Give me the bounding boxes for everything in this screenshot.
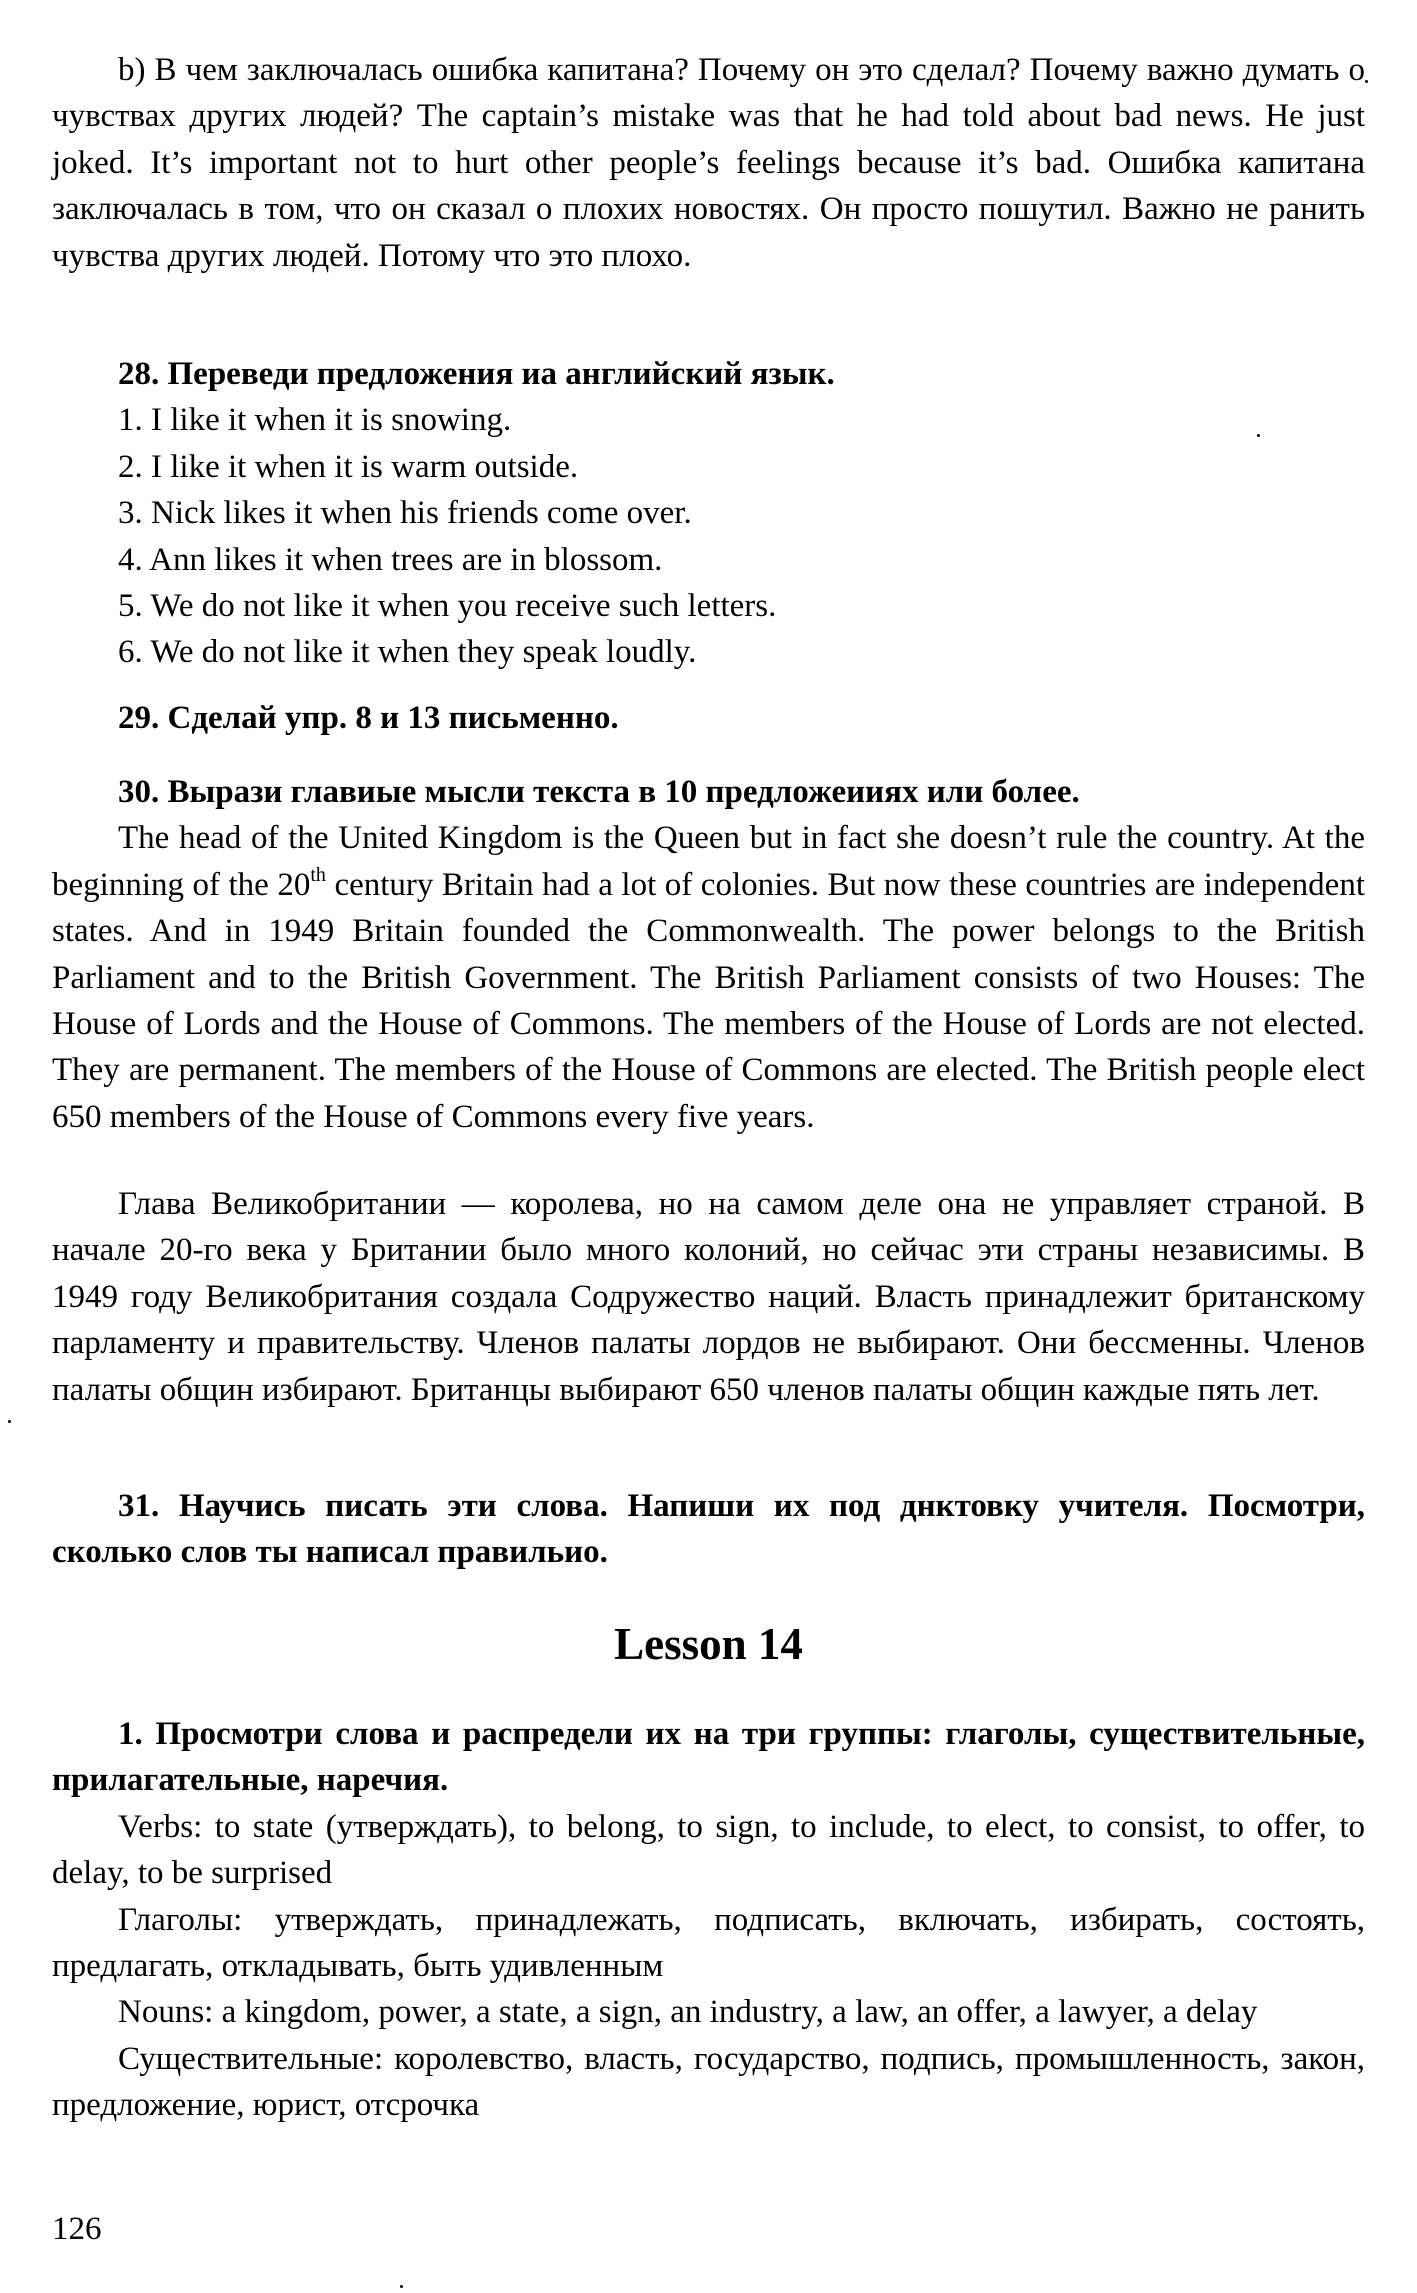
page-number: 126	[52, 2211, 102, 2247]
lesson-exercise-1	[52, 1711, 1365, 2129]
section-b-paragraph: b) В чем заключалась ошибка капитана? Почему он это сделал? Почему важно думать о чувствах других людей? The captain’s mistake was that he had told about bad news. He just joked. It’s important not to hurt other people’s feelings because it’s bad. Ошибка капитана заключалась в том, что он сказал о плохих новостях. Он просто пошутил. Важно не ранить чувства других людей. Потому что это плохо.	[52, 52, 1365, 274]
lesson-exercise-1-heading: 1. Просмотри слова и распредели их на три группы: глаголы, существительные, прилагательные, наречия.	[52, 1716, 1365, 1799]
exercise-28-heading: 28. Переведи предложения иа английский язык.	[118, 356, 835, 392]
scan-speck	[400, 2285, 403, 2288]
exercise-30	[52, 769, 1365, 1140]
exercise-29-heading: 29. Сделай упр. 8 и 13 письменно.	[118, 700, 619, 736]
list-item: 2. I like it when it is warm outside.	[118, 448, 579, 485]
list-item: 4. Ann likes it when trees are in blossom.	[118, 541, 663, 578]
english-text-part1: The head of the United Kingdom is the Queen but in fact she doesn’t rule the country. At the beginning of the 20	[52, 820, 1365, 903]
list-item: 3. Nick likes it when his friends come over.	[118, 495, 692, 532]
exercise-30-heading: 30. Вырази главиые мысли текста в 10 предложеииях или более.	[118, 774, 1080, 810]
exercise-28	[52, 351, 1365, 676]
exercise-29	[52, 695, 1365, 741]
nouns-russian-paragraph: Существительные: королевство, власть, государство, подпись, промышленность, закон, предложение, юрист, отсрочка	[52, 2040, 1365, 2124]
list-item: 5. We do not like it when you receive such letters.	[118, 588, 777, 625]
exercise-30-russian-paragraph: Глава Великобритании — королева, но на самом деле она не управляет страной. В начале 20-го века у Британии было много колоний, но сейчас эти страны независимы. В 1949 году Великобритания создала Содружество наций. Власть принадлежит британскому парламенту и правительству. Членов палаты лордов не выбирают. Они бессменны. Членов палаты общин избирают. Британцы выбирают 650 членов палаты общин каждые пять лет.	[52, 1186, 1365, 1408]
nouns-paragraph: Nouns: a kingdom, power, a state, a sign, an industry, a law, an offer, a lawyer, a delay	[118, 1994, 1258, 2031]
exercise-31-heading: 31. Научись писать эти слова. Напиши их под днктовку учителя. Посмотри, сколько слов ты написал правильио.	[52, 1488, 1365, 1571]
verbs-paragraph: Verbs: to state (утверждать), to belong, to sign, to include, to elect, to consist, to offer, to delay, to be surprised	[52, 1808, 1365, 1892]
section-b	[52, 47, 1365, 279]
list-item: 6. We do not like it when they speak loudly.	[118, 634, 697, 671]
scan-speck	[1365, 80, 1368, 83]
exercise-30-russian	[52, 1181, 1365, 1413]
english-text-part2: century Britain had a lot of colonies. But now these countries are independent states. And in 1949 Britain founded the Commonwealth. The power belongs to the British Parliament and to the British Government. The British Parliament consists of two Houses: The House of Lords and the House of Commons. The members of the House of Lords are not elected. They are permanent. The members of the House of Commons are elected. The British people elect 650 members of the House of Commons every five years.	[52, 866, 1365, 1135]
scan-speck	[8, 1420, 11, 1423]
scan-speck	[1257, 434, 1260, 437]
lesson-title: Lesson 14	[614, 1619, 803, 1669]
exercise-30-english-paragraph	[52, 815, 1365, 1140]
verbs-russian-paragraph: Глаголы: утверждать, принадлежать, подписать, включать, избирать, состоять, предлагать, откладывать, быть удивленным	[52, 1901, 1365, 1985]
exercise-31	[52, 1483, 1365, 1576]
list-item: 1. I like it when it is snowing.	[118, 402, 512, 439]
ordinal-superscript: th	[310, 863, 326, 886]
